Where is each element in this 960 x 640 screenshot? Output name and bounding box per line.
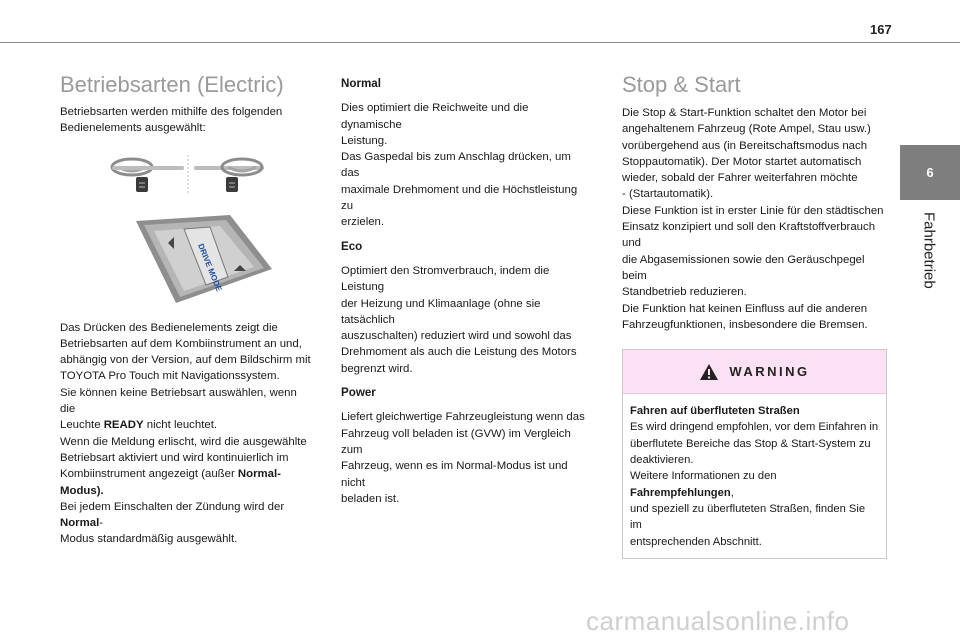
text-segment: Weitere Informationen zu den <box>630 470 777 483</box>
text-line: Liefert gleichwertige Fahrzeugleistung wenn das <box>341 411 585 424</box>
warning-header <box>623 350 886 394</box>
text-line <box>630 468 879 501</box>
text-line: Fahrzeug, wenn es im Normal-Modus ist und nicht <box>341 460 568 489</box>
normal-description <box>341 100 589 230</box>
column-drive-modes <box>60 72 315 548</box>
text-line: angehaltenem Fahrzeug (Rote Ampel, Stau usw.) <box>622 123 871 136</box>
intro-text <box>60 104 315 137</box>
text-line <box>60 499 315 532</box>
text-line: Es wird dringend empfohlen, vor dem Einfahren in <box>630 421 879 434</box>
text-line: maximale Drehmoment und die Höchstleistung zu <box>341 183 578 213</box>
chapter-number: 6 <box>926 165 934 180</box>
text-segment: - <box>99 517 104 530</box>
drive-mode-button-label: DRIVE MODE <box>196 241 224 293</box>
text-line: Optimiert den Stromverbrauch, indem die Leistung <box>341 264 550 294</box>
text-segment: , <box>730 486 734 499</box>
text-line: Die Stop & Start-Funktion schaltet den Motor bei <box>622 107 867 119</box>
warning-triangle-icon <box>699 363 719 381</box>
text-line: TOYOTA Pro Touch mit Navigationssystem. <box>60 370 280 383</box>
text-line: Das Drücken des Bedienelements zeigt die <box>60 321 278 334</box>
warning-title: WARNING <box>729 363 810 379</box>
text-line: Betriebsart aktiviert und wird kontinuierlich im <box>60 451 289 464</box>
warning-box <box>622 349 887 559</box>
text-segment: Kombiinstrument angezeigt (außer <box>60 468 238 481</box>
text-line: begrenzt wird. <box>341 362 413 375</box>
text-line: Modus standardmäßig ausgewählt. <box>60 533 238 546</box>
top-rule <box>0 42 960 43</box>
driving-advice-keyword: Fahrempfehlungen <box>630 486 731 499</box>
warning-subtitle: Fahren auf überfluteten Straßen <box>630 405 800 418</box>
text-line: wieder, sobald der Fahrer weiterfahren möchte <box>622 172 858 185</box>
stop-start-body <box>622 105 887 333</box>
normal-heading: Normal <box>341 77 381 90</box>
text-line <box>60 466 315 499</box>
column-stop-start <box>622 72 887 559</box>
text-line: Das Gaspedal bis zum Anschlag drücken, um das <box>341 151 571 180</box>
text-line: beladen ist. <box>341 492 400 505</box>
text-line: Diese Funktion ist in erster Linie für den städtischen <box>622 204 884 217</box>
text-line: erzielen. <box>341 216 385 229</box>
warning-body <box>623 394 886 558</box>
section-title-stop-start: Stop & Start <box>622 72 741 97</box>
text-line: Standbetrieb reduzieren. <box>622 286 747 299</box>
text-segment: nicht leuchtet. <box>143 419 218 432</box>
normal-keyword: Normal <box>60 517 100 530</box>
column-mode-descriptions <box>341 76 589 515</box>
text-line <box>60 417 315 433</box>
text-line: Sie können keine Betriebsart auswählen, wenn die <box>60 386 297 416</box>
power-heading: Power <box>341 386 376 400</box>
text-line: überflutete Bereiche das Stop & Start-System zu <box>630 437 871 450</box>
text-line: Einsatz konzipiert und soll den Kraftstoffverbrauch und <box>622 221 876 250</box>
text-line: vorübergehend aus (in Bereitschaftsmodus nach <box>622 139 868 152</box>
steering-wheel-figure <box>108 153 268 197</box>
text-line: die Abgasemissionen sowie den Geräuschpegel beim <box>622 253 865 282</box>
text-line: entsprechenden Abschnitt. <box>630 535 762 548</box>
drive-modes-body <box>60 320 315 548</box>
text-line: Stoppautomatik). Der Motor startet automatisch <box>622 155 862 168</box>
normal-mode-keyword: Normal-Modus). <box>60 468 281 497</box>
text-line: der Heizung und Klimaanlage (ohne sie tatsächlich <box>341 297 541 326</box>
text-line: deaktivieren. <box>630 454 694 467</box>
drive-mode-switch-figure <box>110 211 275 306</box>
text-line: - (Startautomatik). <box>622 188 714 201</box>
text-line: Fahrzeug voll beladen ist (GVW) im Vergleich zum <box>341 427 571 456</box>
eco-heading: Eco <box>341 239 363 253</box>
text-line: Fahrzeugfunktionen, insbesondere die Bremsen. <box>622 318 868 331</box>
section-title-drive-modes: Betriebsarten (Electric) <box>60 72 284 97</box>
text-line: und speziell zu überfluteten Straßen, finden Sie im <box>630 502 866 532</box>
text-line: Dies optimiert die Reichweite und die dynamische <box>341 102 529 131</box>
power-description <box>341 409 589 507</box>
watermark: carmanualsonline.info <box>586 606 850 636</box>
text-line: Betriebsarten werden mithilfe des folgenden <box>60 106 283 118</box>
ready-keyword: READY <box>103 419 144 432</box>
steering-wheel-left-icon <box>112 159 184 192</box>
text-line: Wenn die Meldung erlischt, wird die ausgewählte <box>60 435 307 448</box>
text-segment: Bei jedem Einschalten der Zündung wird der <box>60 500 285 513</box>
text-segment: Leuchte <box>60 419 104 432</box>
text-line: auszuschalten) reduziert wird und sowohl das <box>341 330 572 343</box>
eco-description <box>341 263 589 377</box>
text-line: Die Funktion hat keinen Einfluss auf die anderen <box>622 302 868 315</box>
text-line: abhängig von der Version, auf dem Bildschirm mit <box>60 354 311 367</box>
text-line: Leistung. <box>341 134 388 147</box>
steering-wheel-right-icon <box>194 159 264 192</box>
text-line: Drehmoment als auch die Leistung des Motors <box>341 346 577 359</box>
page-number: 167 <box>870 22 892 37</box>
chapter-label: Fahrbetrieb <box>920 212 938 289</box>
text-line: Betriebsarten auf dem Kombiinstrument an und, <box>60 337 302 350</box>
text-line: Bedienelements ausgewählt: <box>60 122 206 135</box>
chapter-tab[interactable] <box>900 145 960 200</box>
